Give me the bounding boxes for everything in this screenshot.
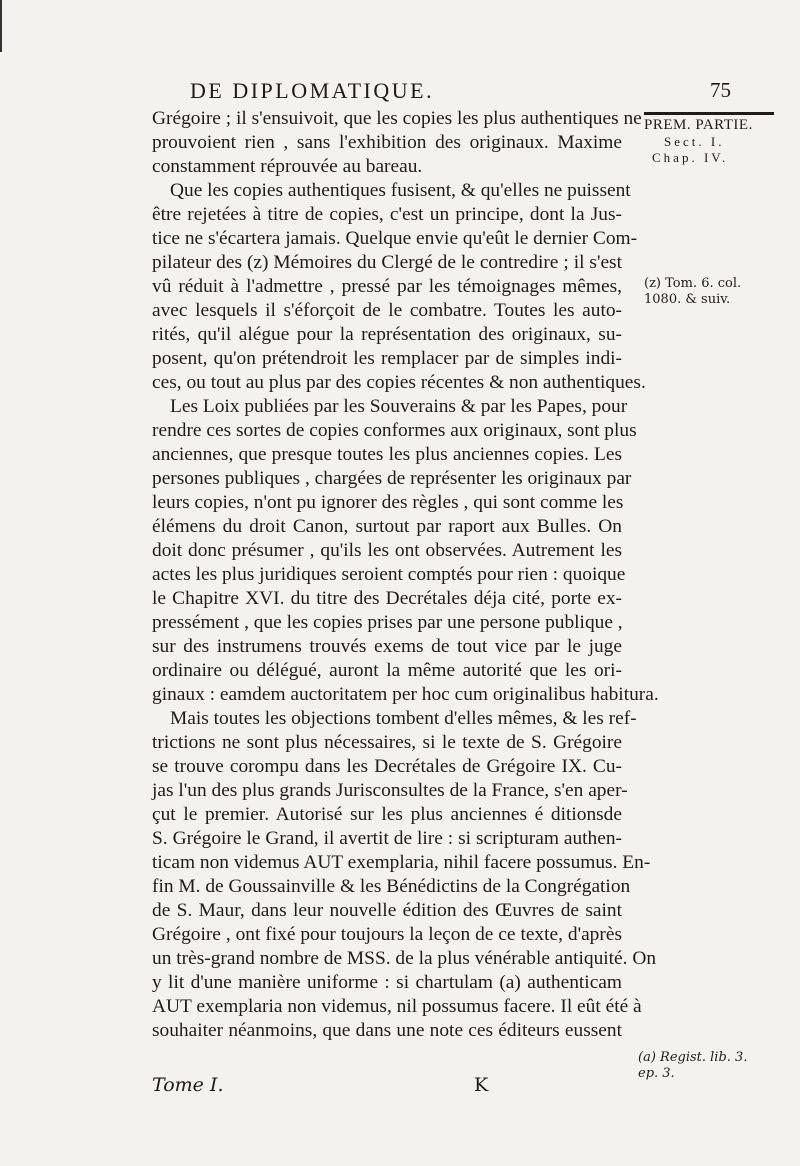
- text-line: AUT exemplaria non videmus, nil possumus facere. Il eût été à: [152, 996, 642, 1017]
- signature-mark: K: [474, 1074, 489, 1096]
- text-line: ordinaire ou délégué, auront la même autorité que les ori-: [152, 660, 622, 681]
- text-line: ticam non videmus AUT exemplaria, nihil facere possumus. En-: [152, 852, 651, 873]
- text-line: vû réduit à l'admettre , pressé par les témoignages mêmes,: [152, 276, 622, 297]
- text-line: sur des instrumens trouvés exems de tout vice par le juge: [152, 636, 622, 657]
- page-header: [190, 78, 731, 104]
- note-z-line: (z) Tom. 6. col.: [644, 276, 742, 291]
- text-line: çut le premier. Autorisé sur les plus anciennes é ditionsde: [152, 804, 622, 825]
- margin-section: Sect. I.: [664, 134, 725, 149]
- margin-heading: [644, 112, 794, 166]
- text-line: Que les copies authentiques fusisent, & qu'elles ne puissent: [170, 180, 631, 201]
- text-line: être rejetées à titre de copies, c'est un principe, dont la Jus-: [152, 204, 622, 225]
- text-line: rendre ces sortes de copies conformes aux originaux, sont plus: [152, 420, 637, 441]
- text-line: rités, qu'il alégue pour la représentation des originaux, su-: [152, 324, 622, 345]
- running-title: DE DIPLOMATIQUE.: [190, 78, 435, 103]
- note-a-line: (a) Regist. lib. 3.: [638, 1050, 748, 1065]
- text-line: un très-grand nombre de MSS. de la plus vénérable antiquité. On: [152, 948, 657, 969]
- text-line: Grégoire , ont fixé pour toujours la leçon de ce texte, d'après: [152, 924, 622, 945]
- text-line: fin M. de Goussainville & les Bénédictins de la Congrégation: [152, 876, 631, 897]
- page-number: 75: [710, 78, 731, 102]
- text-line: se trouve corompu dans les Decrétales de Grégoire IX. Cu-: [152, 756, 622, 777]
- text-line: pilateur des (z) Mémoires du Clergé de le contredire ; il s'est: [152, 252, 622, 273]
- page-edge: [0, 0, 2, 52]
- text-line: persones publiques , chargées de représenter les originaux par: [152, 468, 632, 489]
- text-line: y lit d'une manière uniforme : si chartulam (a) authenticam: [152, 972, 622, 993]
- text-line: trictions ne sont plus nécessaires, si le texte de S. Grégoire: [152, 732, 622, 753]
- text-line: Les Loix publiées par les Souverains & par les Papes, pour: [170, 396, 628, 417]
- margin-note-a: [638, 1050, 747, 1082]
- text-line: pressément , que les copies prises par une persone publique ,: [152, 612, 623, 633]
- text-line: prouvoient rien , sans l'exhibition des originaux. Maxime: [152, 132, 622, 153]
- text-line: souhaiter néanmoins, que dans une note ces éditeurs eussent: [152, 1020, 622, 1041]
- margin-part: PREM. PARTIE.: [644, 117, 753, 133]
- note-a-line: ep. 3.: [638, 1066, 675, 1081]
- text-line: avec lesquels il s'éforçoit de le combatre. Toutes les auto-: [152, 300, 622, 321]
- text-line: ces, ou tout au plus par des copies récentes & non authentiques.: [152, 372, 646, 393]
- page-footer: [152, 1074, 622, 1096]
- text-line: posent, qu'on prétendroit les remplacer par de simples indi-: [152, 348, 622, 369]
- text-line: S. Grégoire le Grand, il avertit de lire : si scripturam authen-: [152, 828, 622, 849]
- tome-label: Tome I.: [152, 1074, 224, 1096]
- text-line: jas l'un des plus grands Jurisconsultes de la France, s'en aper-: [152, 780, 628, 801]
- margin-chapter: Chap. IV.: [652, 150, 729, 165]
- body-text: [152, 107, 659, 1043]
- text-line: leurs copies, n'ont pu ignorer des règles , qui sont comme les: [152, 492, 624, 513]
- text-line: constamment réprouvée au bareau.: [152, 156, 423, 177]
- text-line: tice ne s'écartera jamais. Quelque envie qu'eût le dernier Com-: [152, 228, 638, 249]
- text-line: de S. Maur, dans leur nouvelle édition des Œuvres de saint: [152, 900, 622, 921]
- text-line: Mais toutes les objections tombent d'elles mêmes, & les ref-: [170, 708, 637, 729]
- text-line: Grégoire ; il s'ensuivoit, que les copies les plus authentiques ne: [152, 108, 642, 129]
- margin-note-z: [644, 276, 741, 308]
- text-line: actes les plus juridiques seroient comptés pour rien : quoique: [152, 564, 626, 585]
- text-line: anciennes, que presque toutes les plus anciennes copies. Les: [152, 444, 622, 465]
- text-line: le Chapitre XVI. du titre des Decrétales déja cité, porte ex-: [152, 588, 622, 609]
- text-line: doit donc présumer , qu'ils les ont observées. Autrement les: [152, 540, 622, 561]
- margin-rule: [644, 112, 774, 115]
- text-line: ginaux : eamdem auctoritatem per hoc cum originalibus habitura.: [152, 684, 659, 705]
- text-line: élémens du droit Canon, surtout par raport aux Bulles. On: [152, 516, 622, 537]
- note-z-line: 1080. & suiv.: [644, 292, 731, 307]
